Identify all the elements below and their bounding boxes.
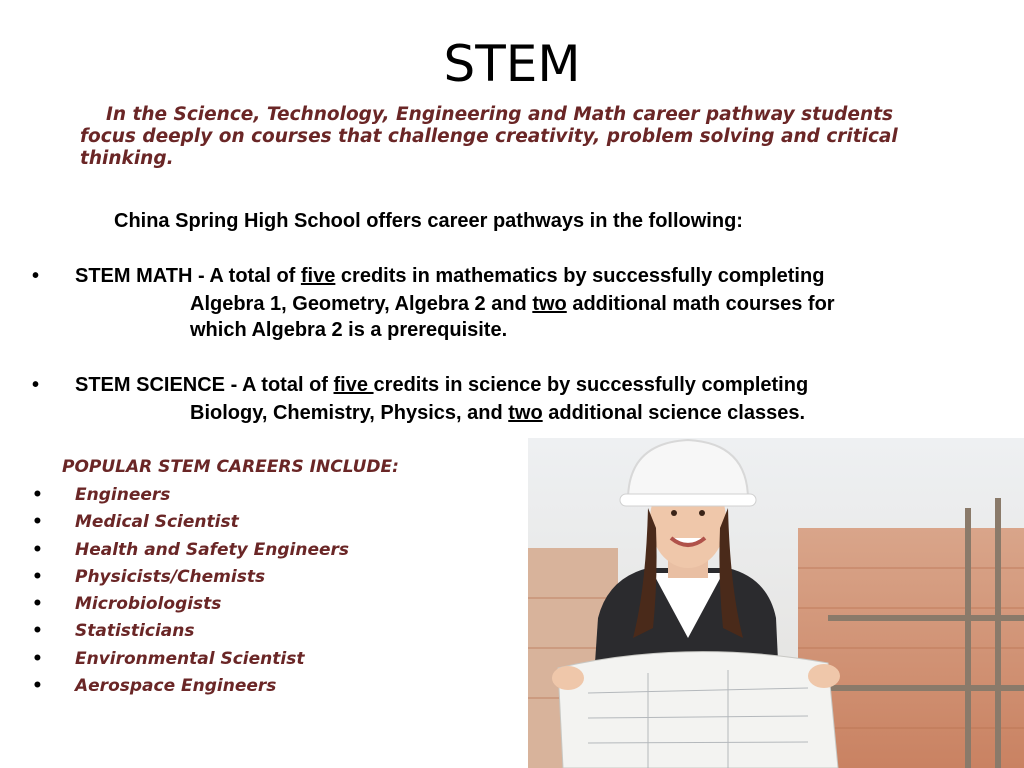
- bullet-icon: •: [32, 374, 40, 396]
- slide-title: STEM: [443, 35, 581, 93]
- bullet-icon: •: [32, 594, 43, 615]
- science-five: five: [333, 374, 374, 396]
- science-text-a: STEM SCIENCE - A total of: [75, 374, 334, 396]
- math-text-f: additional math courses for: [566, 293, 835, 315]
- bullet-icon: •: [32, 539, 43, 560]
- math-five: five: [300, 265, 336, 287]
- math-text-c: credits in mathematics by successfully completing: [335, 265, 825, 287]
- bullet-icon: •: [32, 265, 40, 287]
- science-text-c: credits in science by successfully completing: [373, 374, 809, 396]
- math-text-a: STEM MATH - A total of: [75, 265, 301, 287]
- bullet-icon: •: [32, 621, 43, 642]
- math-text-g: which Algebra 2 is a prerequisite.: [190, 319, 508, 341]
- math-two: two: [532, 293, 567, 315]
- intro-text: In the Science, Technology, Engineering and Math career pathway students focus deeply on courses that challenge creativity, problem solving and critical thinking.: [80, 104, 898, 169]
- science-text-f: additional science classes.: [542, 402, 806, 424]
- math-text-d: Algebra 1, Geometry, Algebra 2 and: [190, 293, 533, 315]
- bullet-icon: •: [32, 566, 43, 587]
- bullet-icon: •: [32, 512, 43, 533]
- bullet-icon: •: [32, 485, 43, 505]
- science-text-d: Biology, Chemistry, Physics, and: [190, 402, 509, 424]
- careers-heading: POPULAR STEM CAREERS INCLUDE:: [62, 457, 399, 477]
- engineer-photo: [528, 438, 1024, 768]
- offers-text: China Spring High School offers career pathways in the following:: [114, 210, 743, 232]
- bullet-icon: •: [32, 676, 43, 697]
- science-two: two: [508, 402, 543, 424]
- bullet-icon: •: [32, 648, 43, 669]
